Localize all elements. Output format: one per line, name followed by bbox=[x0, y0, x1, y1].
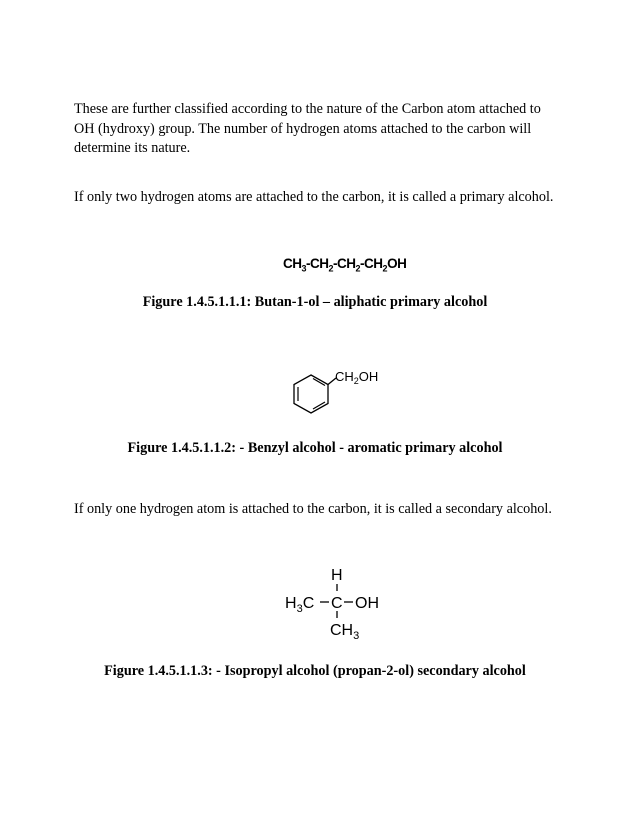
paragraph-secondary-alcohol: If only one hydrogen atom is attached to the carbon, it is called a secondary alcohol. bbox=[74, 501, 552, 517]
central-carbon: C bbox=[331, 595, 343, 612]
methyl-bottom: $CH_3$ bbox=[330, 622, 360, 642]
figure-caption-isopropyl: Figure 1.4.5.1.1.3: - Isopropyl alcohol (propan-2-ol) secondary alcohol bbox=[104, 663, 526, 679]
benzyl-alcohol-structure bbox=[286, 366, 396, 426]
figure-caption-butanol: Figure 1.4.5.1.1.1: Butan-1-ol – aliphatic primary alcohol bbox=[142, 294, 488, 310]
paragraph-classification: These are further classified according to the nature of the Carbon atom attached to OH (hydroxy) group. The number of hydrogen atoms attached to the carbon will determine its nature. bbox=[74, 101, 541, 157]
top-hydrogen: H bbox=[331, 567, 343, 584]
methyl-left: $H_3C$ bbox=[285, 595, 315, 615]
isopropyl-alcohol-structure bbox=[283, 562, 393, 642]
hydroxyl-group: OH bbox=[355, 595, 379, 612]
butanol-formula: $CH_3-CH_2-CH_2-CH_2OH$ bbox=[283, 256, 407, 274]
ch2oh-group: $CH_2OH$ bbox=[335, 369, 379, 386]
benzene-ring bbox=[294, 375, 328, 413]
paragraph-primary-alcohol: If only two hydrogen atoms are attached to the carbon, it is called a primary alcohol. bbox=[74, 189, 554, 205]
figure-caption-benzyl: Figure 1.4.5.1.1.2: - Benzyl alcohol - aromatic primary alcohol bbox=[127, 440, 503, 456]
